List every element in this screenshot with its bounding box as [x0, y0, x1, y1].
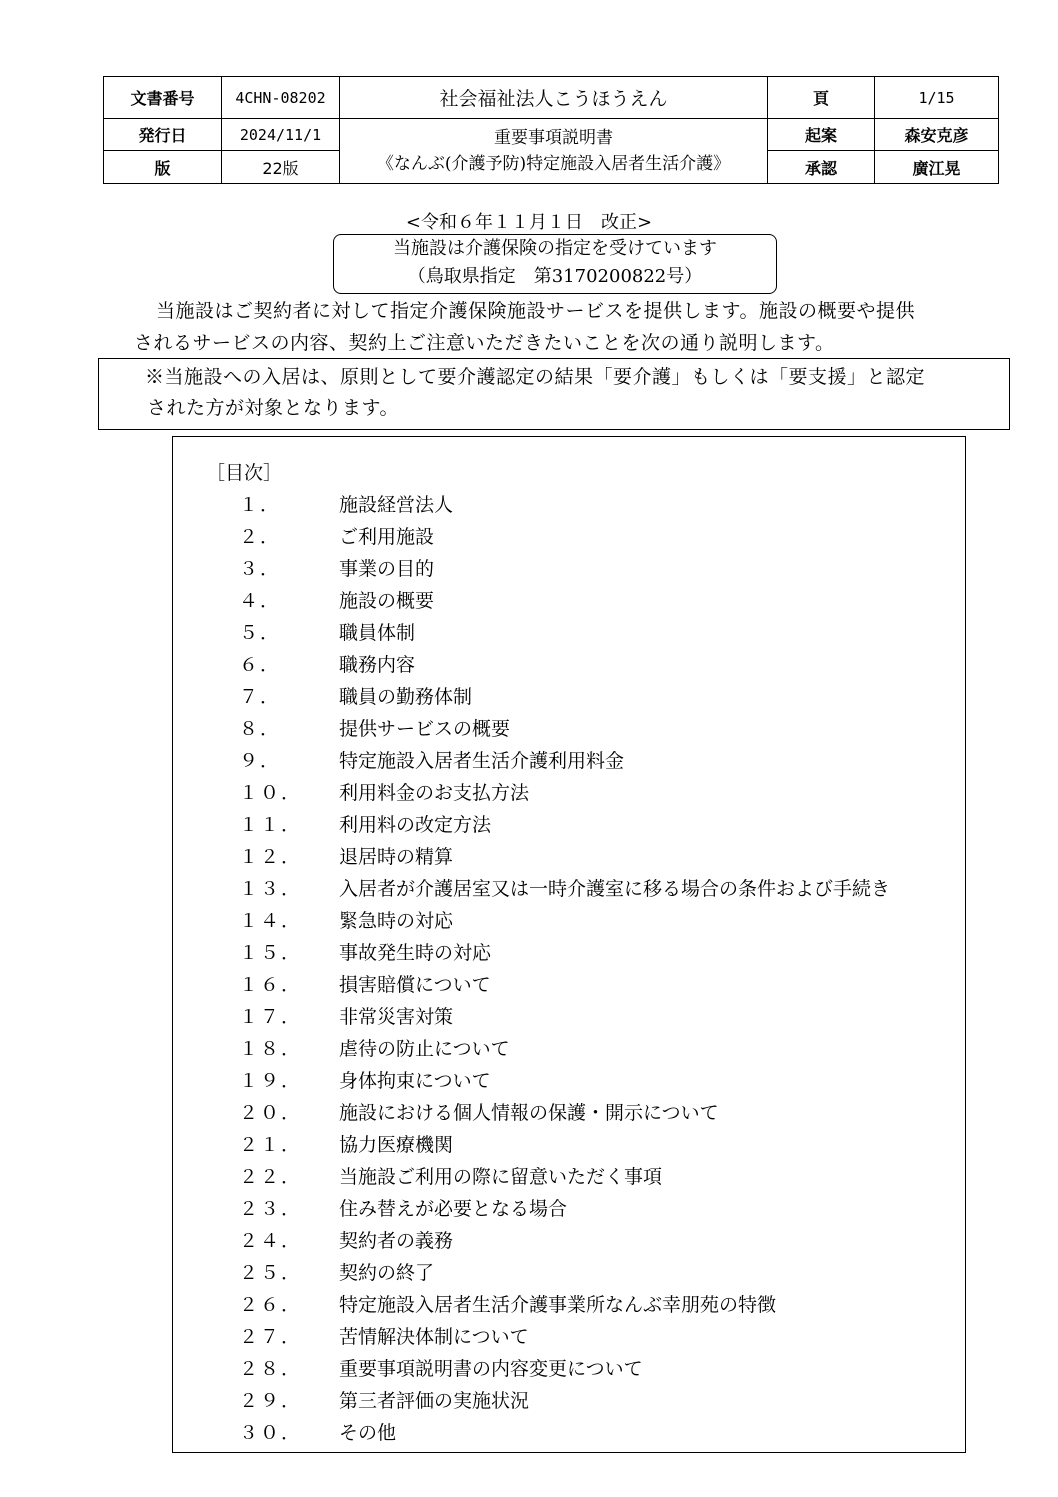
toc-item-number: ２３．	[239, 1198, 303, 1220]
toc-item-number: ４．	[239, 590, 282, 612]
toc-item-label: 苦情解決体制について	[339, 1326, 529, 1348]
version-number: 22版	[222, 151, 340, 184]
document-title	[340, 119, 768, 184]
intro-paragraph	[134, 295, 994, 359]
notice-box	[98, 358, 1010, 430]
toc-item-number: ２９．	[239, 1390, 303, 1412]
toc-item-label: 施設の概要	[339, 590, 435, 612]
toc-item-label: 施設における個人情報の保護・開示について	[339, 1102, 719, 1124]
toc-item-number: １２．	[239, 846, 303, 868]
toc-item-number: １３．	[239, 878, 303, 900]
toc-item-label: 事故発生時の対応	[339, 942, 492, 964]
toc-item-label: 第三者評価の実施状況	[339, 1390, 530, 1412]
toc-item-number: １．	[239, 494, 282, 516]
toc-item-label: 退居時の精算	[339, 846, 454, 868]
page-number: 1/15	[875, 77, 999, 119]
toc-item-number: ２２．	[239, 1166, 303, 1188]
toc-item-label: 住み替えが必要となる場合	[339, 1198, 568, 1220]
toc-item-number: ６．	[239, 654, 282, 676]
toc-item-number: ２０．	[239, 1102, 303, 1124]
toc-item-number: ２７．	[239, 1326, 303, 1348]
document-title-line2: 《なんぶ(介護予防)特定施設入居者生活介護》	[376, 154, 731, 174]
designation-line2: （鳥取県指定 第3170200822号）	[407, 266, 703, 287]
toc-item-label: 契約の終了	[339, 1262, 435, 1284]
version-label: 版	[104, 151, 222, 184]
designation-line1: 当施設は介護保険の指定を受けています	[393, 238, 717, 259]
toc-item-label: 協力医療機関	[339, 1134, 454, 1156]
toc-item-label: 事業の目的	[339, 558, 435, 580]
intro-line1: 当施設はご契約者に対して指定介護保険施設サービスを提供します。施設の概要や提供	[156, 300, 915, 322]
toc-item-label: 身体拘束について	[339, 1070, 491, 1092]
approver-name: 廣江晃	[875, 151, 999, 184]
drafter-label: 起案	[768, 119, 875, 151]
doc-number: 4CHN-08202	[222, 77, 340, 119]
toc-item-number: １８．	[239, 1038, 303, 1060]
toc-item-label: 緊急時の対応	[339, 910, 454, 932]
toc-item-label: 特定施設入居者生活介護利用料金	[339, 750, 625, 772]
drafter-name: 森安克彦	[875, 119, 999, 151]
intro-line2: されるサービスの内容、契約上ご注意いただきたいことを次の通り説明します。	[134, 332, 835, 354]
toc-item-label: 職務内容	[339, 654, 416, 676]
toc-item-label: 入居者が介護居室又は一時介護室に移る場合の条件および手続き	[339, 878, 891, 900]
toc-item-number: ２４．	[239, 1230, 303, 1252]
toc-item-label: 利用料の改定方法	[339, 814, 492, 836]
doc-number-label: 文書番号	[104, 77, 222, 119]
toc-item-label: 当施設ご利用の際に留意いただく事項	[339, 1166, 663, 1188]
toc-item-label: その他	[339, 1422, 397, 1444]
toc-item-number: ２．	[239, 526, 282, 548]
toc-item-number: ７．	[239, 686, 282, 708]
toc-item-number: ５．	[239, 622, 282, 644]
toc-item-number: １０．	[239, 782, 303, 804]
issue-date-label: 発行日	[104, 119, 222, 151]
designation-box	[333, 234, 777, 294]
toc-item-label: 利用料金のお支払方法	[339, 782, 530, 804]
toc-item-label: 損害賠償について	[339, 974, 491, 996]
document-header-table	[103, 76, 999, 184]
toc-item-number: １１．	[239, 814, 303, 836]
toc-item-number: １５．	[239, 942, 303, 964]
toc-item-label: 特定施設入居者生活介護事業所なんぶ幸朋苑の特徴	[339, 1294, 777, 1316]
notice-line2: された方が対象となります。	[147, 397, 399, 419]
notice-line1: ※当施設への入居は、原則として要介護認定の結果「要介護」もしくは「要支援」と認定	[145, 366, 926, 388]
document-title-line1: 重要事項説明書	[494, 128, 613, 148]
approver-label: 承認	[768, 151, 875, 184]
toc-item-label: 提供サービスの概要	[339, 718, 511, 740]
revision-date: <令和６年１１月１日 改正>	[405, 212, 653, 233]
toc-item-number: ２６．	[239, 1294, 303, 1316]
toc-item-label: 虐待の防止について	[339, 1038, 510, 1060]
toc-item-number: １６．	[239, 974, 303, 996]
toc-item-label: 施設経営法人	[339, 494, 454, 516]
table-of-contents	[172, 436, 966, 1453]
toc-title: ［目次］	[206, 462, 283, 484]
issue-date: 2024/11/1	[222, 119, 340, 151]
toc-item-number: ２１．	[239, 1134, 303, 1156]
toc-item-number: １９．	[239, 1070, 303, 1092]
toc-item-number: ２８．	[239, 1358, 303, 1380]
toc-item-number: ３０．	[239, 1422, 303, 1444]
toc-item-label: 契約者の義務	[339, 1230, 454, 1252]
toc-item-number: ２５．	[239, 1262, 303, 1284]
toc-item-number: １７．	[239, 1006, 303, 1028]
toc-item-label: ご利用施設	[339, 526, 435, 548]
organization-name: 社会福祉法人こうほうえん	[340, 77, 768, 119]
toc-item-label: 職員の勤務体制	[339, 686, 473, 708]
toc-item-number: ３．	[239, 558, 282, 580]
toc-item-label: 職員体制	[339, 622, 416, 644]
toc-item-label: 非常災害対策	[339, 1006, 454, 1028]
toc-item-number: １４．	[239, 910, 303, 932]
toc-item-number: ８．	[239, 718, 282, 740]
page-label: 頁	[768, 77, 875, 119]
toc-item-label: 重要事項説明書の内容変更について	[339, 1358, 643, 1380]
toc-item-number: ９．	[239, 750, 282, 772]
